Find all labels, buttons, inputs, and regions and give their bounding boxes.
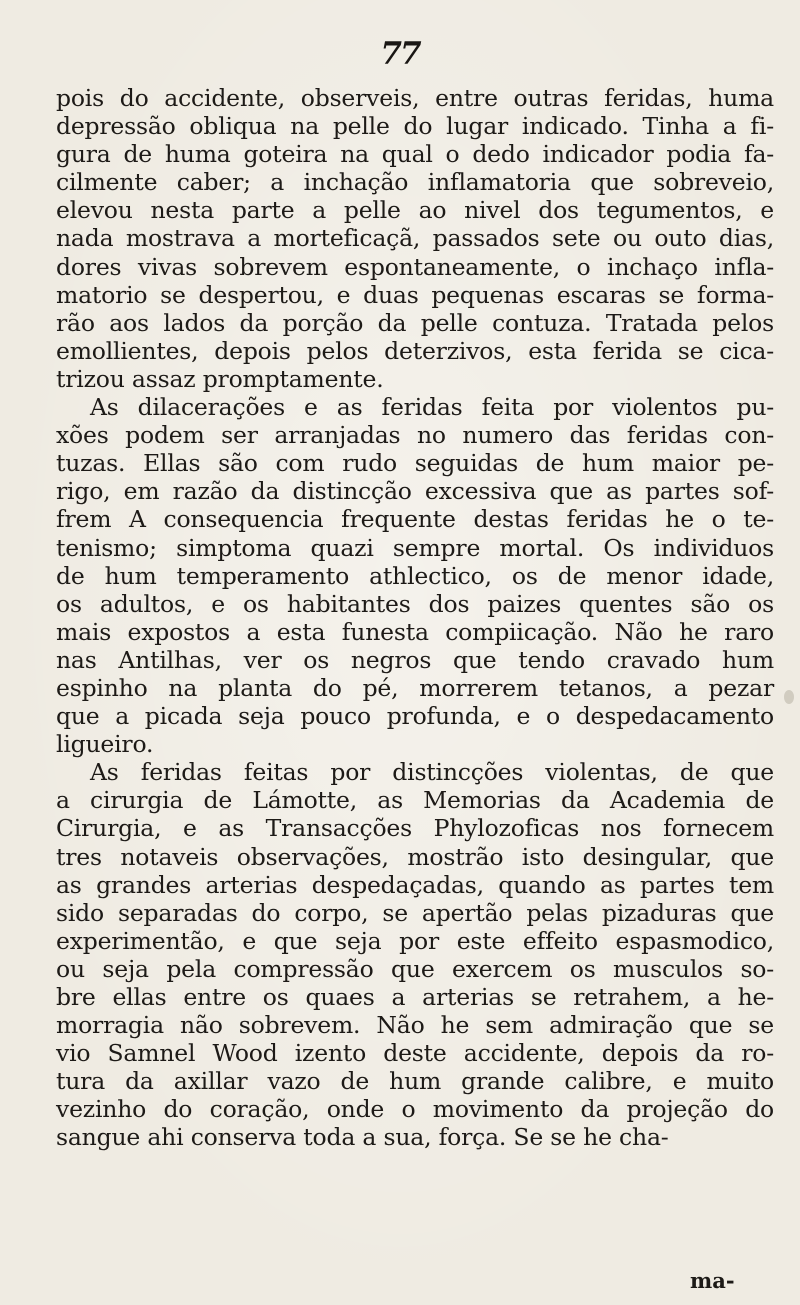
paragraph <box>56 393 774 758</box>
text-line: matorio se despertou, e duas pequenas escaras se forma- <box>56 280 774 309</box>
text-line: tura da axillar vazo de hum grande calibre, e muito <box>56 1067 774 1096</box>
text-line: de hum temperamento athlectico, os de menor idade, <box>56 561 774 590</box>
text-line: As dilacerações e as feridas feita por violentos pu- <box>90 393 774 422</box>
text-line: frem A consequencia frequente destas feridas he o te- <box>56 505 774 534</box>
text-line: pois do accidente, observeis, entre outras feridas, huma <box>56 84 774 112</box>
text-line: gura de huma goteira na qual o dedo indicador podia fa- <box>56 140 774 169</box>
text-line: morragia não sobrevem. Não he sem admiração que se <box>56 1011 774 1040</box>
text-line: espinho na planta do pé, morrerem tetanos, a pezar <box>56 673 774 702</box>
text-line: os adultos, e os habitantes dos paizes quentes são os <box>56 589 774 618</box>
text-line: tres notaveis observações, mostrão isto desingular, que <box>56 842 774 871</box>
text-line: ligueiro. <box>56 730 154 759</box>
text-line: nas Antilhas, ver os negros que tendo cravado hum <box>56 645 774 674</box>
text-line: sido separadas do corpo, se apertão pelas pizaduras que <box>56 898 774 927</box>
text-line: trizou assaz promptamente. <box>56 364 384 393</box>
body-text <box>56 84 774 1152</box>
text-line: dores vivas sobrevem espontaneamente, o inchaço infla- <box>56 252 774 281</box>
paragraph <box>56 84 774 393</box>
text-line: nada mostrava a morteficaçã, passados sete ou outo dias, <box>56 224 774 253</box>
text-line: rigo, em razão da distincção excessiva que as partes sof- <box>56 477 774 506</box>
text-line: a cirurgia de Lámotte, as Memorias da Academia de <box>56 786 774 815</box>
text-line: experimentão, e que seja por este effeito espasmodico, <box>56 926 774 955</box>
text-line: Cirurgia, e as Transacções Phylozoficas nos fornecem <box>56 814 774 843</box>
text-line: elevou nesta parte a pelle ao nivel dos tegumentos, e <box>56 196 774 225</box>
text-line: emollientes, depois pelos deterzivos, esta ferida se cica- <box>56 336 774 365</box>
text-line: rão aos lados da porção da pelle contuza. Tratada pelos <box>56 308 774 337</box>
text-line: xões podem ser arranjadas no numero das feridas con- <box>56 421 774 450</box>
text-line: As feridas feitas por distincções violentas, de que <box>90 758 774 787</box>
text-line: cilmente caber; a inchação inflamatoria que sobreveio, <box>56 168 774 197</box>
text-line: depressão obliqua na pelle do lugar indicado. Tinha a fi- <box>56 112 774 141</box>
text-line: ou seja pela compressão que exercem os musculos so- <box>56 954 774 983</box>
text-line: bre ellas entre os quaes a arterias se retrahem, a he- <box>56 983 774 1011</box>
text-line: vezinho do coração, onde o movimento da projeção do <box>56 1095 774 1124</box>
text-line: sangue ahi conserva toda a sua, força. Se se he cha- <box>56 1123 669 1152</box>
page-number: 77 <box>380 36 420 72</box>
catchword: ma- <box>690 1268 735 1293</box>
ink-smudge <box>784 690 794 704</box>
text-line: mais expostos a esta funesta compiicação. Não he raro <box>56 617 774 646</box>
text-line: que a picada seja pouco profunda, e o despedacamento <box>56 702 774 731</box>
text-line: vio Samnel Wood izento deste accidente, depois da ro- <box>56 1039 774 1068</box>
text-line: tenismo; simptoma quazi sempre mortal. Os individuos <box>56 533 774 562</box>
text-line: tuzas. Ellas são com rudo seguidas de hum maior pe- <box>56 449 774 478</box>
paragraph <box>56 758 774 1151</box>
text-line: as grandes arterias despedaçadas, quando as partes tem <box>56 870 774 899</box>
